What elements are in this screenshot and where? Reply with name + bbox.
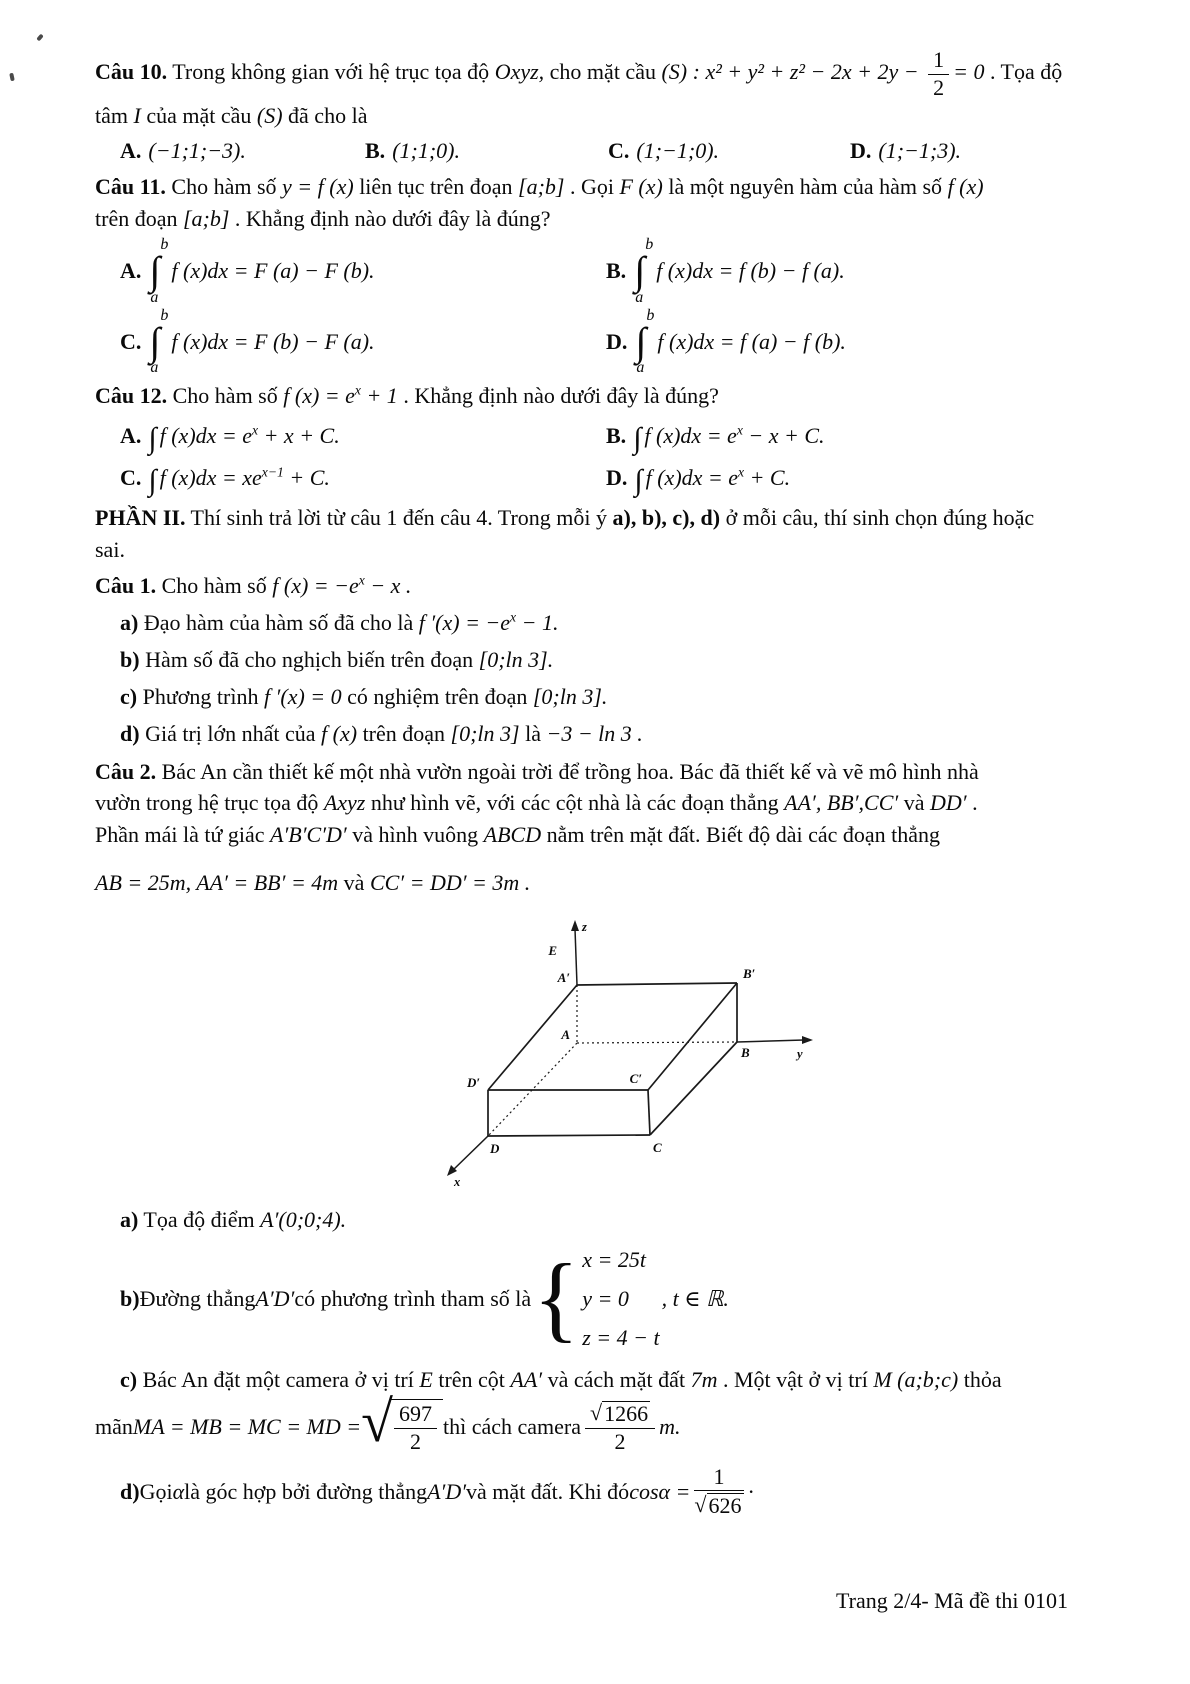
system-eq-y: y = 0 [582, 1285, 629, 1311]
math-run: −3 − ln 3 . [546, 720, 643, 746]
label-y: y [797, 1047, 803, 1062]
label-D-prime: D′ [466, 1075, 480, 1091]
text-run: ở mỗi câu, thí sinh chọn đúng hoặc [720, 505, 1035, 531]
edge-Cp-C [648, 1090, 650, 1135]
integral-icon: ∫ [148, 464, 157, 498]
integral-lower-limit: a [150, 359, 159, 377]
fraction-numerator: 697 [394, 1402, 437, 1429]
text-run: Phương trình [137, 683, 264, 709]
fraction [928, 48, 949, 100]
part2-header-line1 [95, 502, 1100, 534]
y-arrowhead [802, 1036, 813, 1044]
label-D: D [490, 1141, 500, 1157]
text-run: liên tục trên đoạn [353, 174, 519, 200]
option-key: B. [606, 423, 627, 449]
text-run: . Tọa độ [984, 59, 1063, 85]
math-run: (S) : x² + y² + z² − 2x + 2y − [661, 59, 925, 85]
math-run: [0;ln 3] [450, 720, 520, 746]
option-key: B. [365, 138, 386, 164]
math-run: MA = MB = MC = MD = [132, 1414, 362, 1440]
text-run: Gọi [139, 1478, 173, 1504]
text-run: . Một vật ở vị trí [717, 1366, 874, 1392]
question-label: Câu 10. [95, 59, 168, 85]
integral-with-limits [149, 308, 168, 377]
question-11-line1 [95, 171, 1100, 203]
math-run: 7m [690, 1366, 718, 1392]
integral-icon: ∫ [634, 247, 646, 293]
item-key: a) [120, 609, 139, 635]
question-label: Câu 12. [95, 383, 168, 409]
math-run: [0;ln 3]. [478, 646, 554, 672]
math-run: DD′ [929, 790, 967, 816]
p2-question-1 [95, 570, 1100, 602]
hidden-edge-A-B [577, 1042, 737, 1043]
math-run: I [133, 103, 141, 129]
fraction-numerator: 1 [694, 1465, 743, 1492]
text-run: Giá trị lớn nhất của [139, 720, 322, 746]
text-run: Thí sinh trả lời từ câu 1 đến câu 4. Trong mỗi ý [185, 505, 613, 531]
option-value: (−1;1;−3). [148, 138, 246, 164]
option-value: (1;−1;3). [878, 138, 962, 164]
math-run: AA′, BB′,CC′ [784, 790, 899, 816]
option-key: C. [120, 465, 142, 491]
question-11-line2 [95, 203, 1100, 235]
text-run: trên cột [432, 1366, 511, 1392]
text-run: Trong không gian với hệ trục tọa độ [167, 59, 495, 85]
integral-upper-limit: b [160, 306, 169, 324]
option-11-b [606, 237, 1100, 306]
integral-lower-limit: a [635, 288, 644, 306]
math-run: [a;b] [518, 174, 565, 200]
option-key: D. [850, 138, 872, 164]
math-run: f ′(x) = −e [418, 609, 511, 635]
text-run: và hình vuông [346, 822, 484, 848]
integral-upper-limit: b [645, 235, 654, 253]
option-value: (1;1;0). [392, 138, 460, 164]
math-run: Axyz [323, 790, 366, 816]
z-arrowhead [571, 920, 579, 931]
text-run: mãn [95, 1414, 133, 1440]
radical-icon: √ [589, 1400, 603, 1425]
question-12-options [120, 420, 1100, 496]
question-label: Câu 11. [95, 174, 166, 200]
text-run: tâm [95, 103, 134, 129]
integral-upper-limit: b [646, 306, 655, 324]
option-key: C. [120, 329, 142, 355]
text-run: . Gọi [564, 174, 620, 200]
label-E: E [548, 943, 557, 959]
system-brace: { [533, 1244, 580, 1352]
fraction-denominator [694, 1491, 743, 1519]
math-run: − x . [364, 573, 412, 599]
part-label: PHẦN II. [95, 505, 186, 531]
option-value: + C. [283, 465, 330, 491]
edge-Bp-Cp [648, 983, 737, 1090]
text-run: và [898, 790, 930, 816]
p2q2-item-c-line1 [120, 1364, 1100, 1396]
label-A: A [561, 1027, 570, 1043]
integral-upper-limit: b [160, 235, 169, 253]
math-run: f ′(x) = 0 [263, 683, 342, 709]
square-root [590, 1401, 650, 1427]
math-run: f (x) = −e [272, 573, 359, 599]
square-root [694, 1493, 743, 1519]
p2-question-2-line3 [95, 819, 1100, 851]
item-key: b) [120, 1285, 140, 1311]
text-run: thỏa [958, 1366, 1002, 1392]
label-z: z [582, 920, 587, 935]
item-key: d) [120, 1478, 140, 1504]
fraction [585, 1400, 655, 1454]
text-run: Đường thẳng [139, 1285, 256, 1311]
option-11-a [120, 237, 606, 306]
text-run: · [747, 1478, 755, 1504]
system-equations [582, 1244, 659, 1354]
option-key: A. [120, 423, 142, 449]
p2q2-item-b [120, 1244, 1100, 1354]
page-footer: Trang 2/4- Mã đề thi 0101 [835, 1588, 1068, 1613]
math-superscript: x [736, 422, 743, 438]
p2q2-item-c-line2 [95, 1389, 1100, 1455]
integral-icon: ∫ [149, 247, 161, 293]
text-run: Cho hàm số [165, 174, 283, 200]
y-axis [737, 1040, 804, 1042]
option-12-a [120, 420, 606, 454]
question-10-line1 [95, 48, 1100, 100]
math-run: , t ∈ ℝ. [661, 1285, 729, 1311]
option-value: f (x)dx = F (b) − F (a). [171, 329, 375, 355]
option-10-a [120, 135, 365, 167]
option-value: − x + C. [742, 423, 825, 449]
text-run: nằm trên mặt đất. Biết độ dài các đoạn thẳng [541, 822, 941, 848]
text-run: . Khẳng định nào dưới đây là đúng? [229, 205, 551, 231]
math-run: A′D′ [427, 1478, 467, 1504]
text-run: là một nguyên hàm của hàm số [662, 174, 948, 200]
figure-container [420, 903, 822, 1202]
option-10-c [608, 135, 850, 167]
option-value: f (x)dx = e [159, 423, 253, 449]
fraction-denominator: 2 [409, 1429, 421, 1455]
integral-lower-limit: a [636, 359, 645, 377]
integral-icon: ∫ [633, 422, 642, 456]
math-run: f (x) [947, 174, 984, 200]
item-key: c) [120, 683, 138, 709]
item-key: c) [120, 1366, 138, 1392]
math-run: AA′ [510, 1366, 543, 1392]
label-A-prime: A′ [557, 970, 570, 986]
question-11-options [120, 237, 1100, 377]
text-run: như hình vẽ, với các cột nhà là các đoạn thẳng [365, 790, 785, 816]
edge-D-C [488, 1135, 650, 1136]
p2q2-item-d [120, 1465, 1100, 1519]
text-run: đã cho là [282, 103, 368, 129]
text-run: thì cách camera [442, 1414, 581, 1440]
p2q1-item-a [120, 607, 1100, 639]
option-value: f (x)dx = e [644, 423, 737, 449]
fraction [694, 1465, 743, 1519]
math-run: + 1 [360, 383, 398, 409]
system-eq-z: z = 4 − t [582, 1324, 660, 1350]
option-value: + C. [744, 465, 791, 491]
text-run: vườn trong hệ trục tọa độ [95, 790, 324, 816]
math-run: F (x) [619, 174, 663, 200]
system-eq-x: x = 25t [582, 1246, 646, 1272]
math-run: − 1. [516, 609, 559, 635]
option-value: f (x)dx = F (a) − F (b). [171, 258, 375, 284]
option-10-b [365, 135, 608, 167]
option-11-c [120, 308, 606, 377]
option-key: D. [606, 465, 628, 491]
text-run: Tọa độ điểm [138, 1206, 261, 1232]
math-run: f (x) [321, 720, 358, 746]
option-value: (1;−1;0). [636, 138, 720, 164]
fraction-denominator: 2 [614, 1428, 626, 1454]
option-value: + x + C. [258, 423, 340, 449]
math-run: f (x) = e [283, 383, 355, 409]
text-run: và mặt đất. Khi đó [466, 1478, 630, 1504]
label-x: x [454, 1175, 461, 1190]
text-run: Bác An cần thiết kế một nhà vườn ngoài trời để trồng hoa. Bác đã thiết kế và vẽ mô hình nhà [156, 758, 979, 784]
label-B-prime: B′ [743, 966, 756, 982]
option-value: f (x)dx = xe [159, 465, 262, 491]
math-superscript: x [358, 572, 365, 588]
math-run: [a;b] [182, 205, 230, 231]
label-B: B [741, 1045, 750, 1061]
question-10-options [120, 135, 1100, 167]
x-axis [452, 1136, 488, 1171]
math-run: = 0 [953, 59, 985, 85]
integral-icon: ∫ [149, 318, 161, 364]
question-10-line2 [95, 100, 1100, 132]
text-run: có nghiệm trên đoạn [341, 683, 533, 709]
option-value: f (x)dx = e [645, 465, 739, 491]
text-run: và [338, 870, 370, 896]
math-run: E [419, 1366, 433, 1392]
text-run: Cho hàm số [167, 383, 284, 409]
math-run: CC′ = DD′ = 3m . [369, 870, 531, 896]
z-axis [575, 929, 577, 985]
p2-question-2-line1 [95, 756, 1100, 788]
math-run: M (a;b;c) [873, 1366, 959, 1392]
math-run: α [172, 1478, 185, 1504]
radicand: 626 [708, 1493, 742, 1519]
option-key: D. [606, 329, 628, 355]
text-run: là [519, 720, 547, 746]
text-run: Đạo hàm của hàm số đã cho là [138, 609, 419, 635]
text-run: Cho hàm số [156, 573, 273, 599]
radicand [391, 1399, 443, 1454]
math-run: [0;ln 3]. [532, 683, 608, 709]
question-label: Câu 1. [95, 573, 157, 599]
math-run: Oxyz, [494, 59, 545, 85]
p2q1-item-d [120, 718, 1100, 750]
text-run: . Khẳng định nào dưới đây là đúng? [397, 383, 719, 409]
question-label: Câu 2. [95, 758, 157, 784]
option-key: C. [608, 138, 630, 164]
text-run-bold: a), b), c), d) [612, 505, 721, 531]
integral-icon: ∫ [634, 464, 643, 498]
item-key: b) [120, 646, 140, 672]
math-superscript: x−1 [261, 464, 284, 480]
integral-with-limits [149, 237, 168, 306]
parametric-system [533, 1244, 659, 1354]
p2q2-item-a [120, 1204, 1100, 1236]
text-run: của mặt cầu [140, 103, 257, 129]
math-superscript: x [252, 422, 259, 438]
p2q1-item-b [120, 644, 1100, 676]
radicand: 1266 [604, 1401, 649, 1426]
fraction-numerator [585, 1400, 655, 1429]
option-value: f (x)dx = f (b) − f (a). [656, 258, 845, 284]
option-key: A. [120, 138, 142, 164]
item-key: a) [120, 1206, 139, 1232]
integral-icon: ∫ [148, 422, 157, 456]
house-model-figure [420, 903, 822, 1193]
math-superscript: x [354, 383, 361, 399]
text-run: sai. [95, 537, 125, 563]
label-C: C [653, 1140, 662, 1156]
option-12-d [606, 462, 1100, 496]
text-run: Hàm số đã cho nghịch biến trên đoạn [139, 646, 479, 672]
math-run: A′D′ [255, 1285, 295, 1311]
text-run: cho mặt cầu [544, 59, 662, 85]
question-12-line1 [95, 380, 1100, 412]
text-run: Phần mái là tứ giác [95, 822, 271, 848]
integral-lower-limit: a [150, 288, 159, 306]
math-run: A′B′C′D′ [270, 822, 347, 848]
p2q2-dimensions [95, 867, 1100, 899]
math-run: cosα = [629, 1478, 691, 1504]
square-root [361, 1389, 443, 1455]
integral-with-limits [634, 237, 653, 306]
math-run: y = f (x) [282, 174, 354, 200]
text-run: có phương trình tham số là [294, 1285, 532, 1311]
radical-icon: √ [361, 1389, 393, 1455]
option-12-b [606, 420, 1100, 454]
math-run: (S) [256, 103, 283, 129]
option-value: f (x)dx = f (a) − f (b). [657, 329, 846, 355]
math-superscript: x [738, 464, 745, 480]
fraction-numerator: 1 [928, 48, 949, 75]
text-run: Bác An đặt một camera ở vị trí [137, 1366, 420, 1392]
integral-icon: ∫ [635, 318, 647, 364]
math-run: m. [659, 1414, 681, 1440]
text-run: . [966, 790, 978, 816]
option-12-c [120, 462, 606, 496]
text-run: trên đoạn [357, 720, 451, 746]
math-run: A′(0;0;4). [260, 1206, 347, 1232]
text-run: và cách mặt đất [542, 1366, 691, 1392]
p2q1-item-c [120, 681, 1100, 713]
edge-Ap-Bp [577, 983, 737, 985]
fraction-denominator: 2 [933, 74, 945, 100]
math-superscript: x [510, 609, 517, 625]
math-run: AB = 25m, AA′ = BB′ = 4m [95, 870, 339, 896]
text-run: là góc hợp bởi đường thẳng [184, 1478, 428, 1504]
integral-with-limits [635, 308, 654, 377]
math-run: ABCD [483, 822, 542, 848]
part2-header-line2 [95, 534, 1100, 566]
fraction [394, 1402, 437, 1454]
option-10-d [850, 135, 1100, 167]
edge-B-C [650, 1042, 737, 1135]
item-key: d) [120, 720, 140, 746]
option-key: A. [120, 258, 142, 284]
option-key: B. [606, 258, 627, 284]
text-run: trên đoạn [95, 205, 183, 231]
option-11-d [606, 308, 1100, 377]
label-C-prime: C′ [629, 1071, 642, 1087]
radical-icon: √ [694, 1492, 707, 1518]
p2-question-2-line2 [95, 787, 1100, 819]
